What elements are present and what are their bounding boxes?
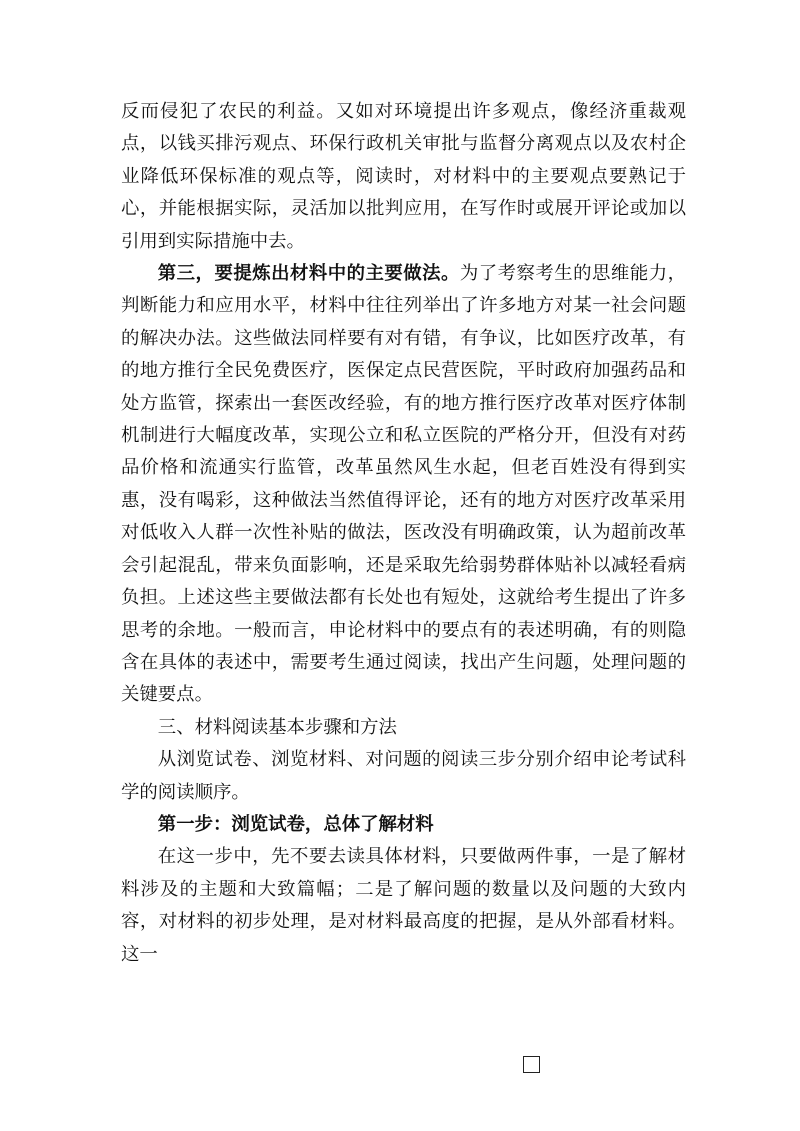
section-intro: 从浏览试卷、浏览材料、对问题的阅读三步分别介绍申论考试科学的阅读顺序。 xyxy=(121,749,686,803)
paragraph-body: 为了考察考生的思维能力，判断能力和应用水平，材料中往往列举出了许多地方对某一社会问题的解决办法。这些做法同样要有对有错，有争议，比如医疗改革，有的地方推行全民免费医疗，医保定点民营医院，平时政府加强药品和处方监管，探索出一套医改经验，有的地方推行医疗改革对医疗体制机制进行大幅度改革，实现公立和私立医院的严格分开，但没有对药品价格和流通实行监管，改革虽然风生水起，但老百姓没有得到实惠，没有喝彩，这种做法当然值得评论，还有的地方对医疗改革采用对低收入人群一次性补贴的做法，医改没有明确政策，认为超前改革会引起混乱，带来负面影响，还是采取先给弱势群体贴补以减轻看病负担。上述这些主要做法都有长处也有短处，这就给考生提出了许多思考的余地。一般而言，申论材料中的要点有的表述明确，有的则隐含在具体的表述中，需要考生通过阅读，找出产生问题，处理问题的关键要点。 xyxy=(121,263,686,706)
step-heading: 第一步：浏览试卷，总体了解材料 xyxy=(157,813,434,835)
section-heading: 三、材料阅读基本步骤和方法 xyxy=(157,716,397,738)
document-body xyxy=(121,96,686,971)
step-paragraph: 在这一步中，先不要去读具体材料，只要做两件事，一是了解材料涉及的主题和大致篇幅；二是了解问题的数量以及问题的大致内容，对材料的初步处理，是对材料最高度的把握，是从外部看材料。这一 xyxy=(121,846,686,965)
paragraph-lead-bold: 第三，要提炼出材料中的主要做法。 xyxy=(157,263,460,285)
paragraph-environment-viewpoints: 反而侵犯了农民的利益。又如对环境提出许多观点，像经济重裁观点，以钱买排污观点、环保行政机关审批与监督分离观点以及农村企业降低环保标准的观点等，阅读时，对材料中的主要观点要熟记于心，并能根据实际，灵活加以批判应用，在写作时或展开评论或加以引用到实际措施中去。 xyxy=(121,101,686,252)
paragraph-main-practices xyxy=(121,258,686,712)
page-marker-box xyxy=(523,1056,540,1073)
